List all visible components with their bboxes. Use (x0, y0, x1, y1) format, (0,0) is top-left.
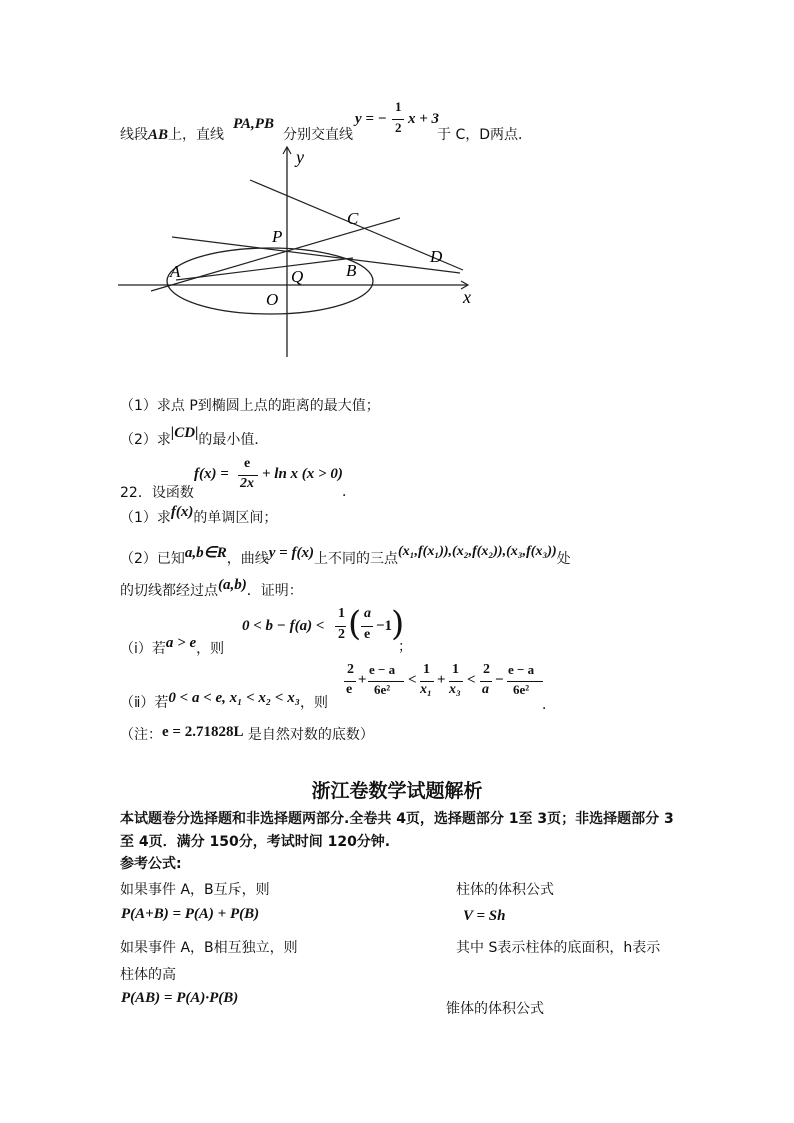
half-den: 2 (338, 627, 345, 642)
p22-intro: 22．设函数 (120, 485, 194, 501)
label-c: C (347, 209, 359, 228)
op: + (358, 672, 367, 688)
math-cd: |CD| (170, 425, 199, 441)
section-title: 浙江卷数学试题解析 (311, 780, 483, 802)
right-formula-3-label: 锥体的体积公式 (446, 1001, 544, 1017)
right-formula-2-cont: 柱体的高 (120, 967, 176, 983)
p22-function (194, 456, 354, 496)
text: ，则 (299, 695, 328, 711)
p22-q2-line1 (120, 544, 571, 568)
text: 是自然对数的底数） (247, 727, 374, 743)
paren-left: ( (348, 604, 362, 644)
left-formula-2-label: 如果事件 A，B相互独立，则 (120, 940, 298, 956)
func-lhs: f(x) = (194, 466, 229, 482)
math-pa-pb: PA,PB (233, 116, 274, 132)
f6-den: 6e² (513, 682, 530, 697)
f5-den: a (482, 682, 489, 697)
intro-line-2: 至 4页．满分 150分，考试时间 120分钟. (120, 834, 391, 850)
eq-rhs: x + 3 (408, 111, 440, 127)
p21-q1: （1）求点 P到椭圆上点的距离的最大值； (120, 398, 380, 414)
f5-num: 2 (483, 662, 490, 677)
text: ，则 (196, 641, 225, 657)
f4-num: 1 (452, 662, 459, 677)
expr-lhs: 0 < b − f(a) < (242, 618, 325, 634)
math-point-ab: (a,b) (218, 577, 247, 593)
f3-den: x₁ (420, 682, 432, 697)
f2-den: 6e² (374, 682, 391, 697)
p21-line (120, 124, 224, 144)
p22-q2-line2 (120, 577, 303, 600)
label-b: B (346, 261, 357, 280)
func-rhs: + ln x (x > 0) (262, 466, 343, 482)
text: ； (398, 639, 412, 655)
intro-line-1: 本试题卷分选择题和非选择题两部分.全卷共 4页，选择题部分 1至 3页；非选择题部分 3 (120, 811, 674, 827)
text: ，曲线 (226, 551, 269, 567)
math-fx: f(x) (170, 504, 194, 520)
text: 于 C，D两点． (437, 127, 533, 143)
half-num: 1 (338, 606, 345, 621)
text: （2）已知 (120, 551, 185, 567)
p21-q2 (120, 425, 269, 449)
math-curve: y = f(x) (268, 545, 314, 561)
f6-num: e − a (508, 662, 535, 677)
p22-note (120, 724, 374, 744)
p22-q1 (120, 504, 278, 527)
math-ab: AB (148, 127, 169, 143)
label-a: A (170, 262, 181, 281)
text: 上不同的三点 (313, 551, 398, 567)
text: （ⅱ）若 (120, 695, 169, 711)
math-points: (x₁,f(x₁)),(x₂,f(x₂)),(x₃,f(x₃)) (397, 544, 557, 559)
label-o: O (266, 290, 279, 309)
left-formula-1-label: 如果事件 A，B互斥，则 (120, 882, 270, 898)
op: + (437, 672, 446, 688)
inner-den: e (364, 627, 371, 642)
f2-num: e − a (369, 662, 396, 677)
text: 的最小值． (198, 432, 269, 448)
inner-rest: −1 (376, 618, 393, 634)
p22-i (120, 635, 225, 658)
right-formula-2-label: 其中 S表示柱体的底面积，h表示 (456, 940, 661, 956)
segment-ab (176, 258, 353, 280)
p22-i-expression (242, 604, 412, 650)
math-cond: a > e (165, 635, 197, 651)
text: 的切线都经过点 (120, 583, 218, 599)
paren-right: ) (391, 604, 405, 644)
op: − (495, 672, 504, 688)
text: （注： (120, 727, 162, 743)
math-cond: 0 < a < e, x₁ < x₂ < x₃ (168, 690, 300, 706)
eq-lhs: y = − (355, 111, 387, 127)
left-formula-2: P(AB) = P(A)·P(B) (121, 990, 239, 1006)
text: 的单调区间； (193, 510, 278, 526)
text: 分别交直线 (283, 127, 353, 143)
label-d: D (430, 247, 443, 266)
text: （ⅰ）若 (120, 641, 166, 657)
right-formula-1-label: 柱体的体积公式 (456, 882, 554, 898)
text: ．证明： (246, 583, 303, 599)
eq-num: 1 (395, 99, 402, 114)
f4-den: x₃ (449, 682, 461, 697)
label-x: x (463, 287, 471, 307)
text: ． (542, 697, 556, 713)
op: < (408, 672, 417, 688)
formula-heading: 参考公式: (120, 856, 182, 872)
ellipse-figure (118, 145, 478, 360)
left-formula-1: P(A+B) = P(A) + P(B) (121, 906, 260, 922)
text: ． (342, 484, 356, 500)
eq-den: 2 (395, 120, 402, 135)
text: （1）求 (120, 510, 171, 526)
inner-num: a (364, 606, 371, 621)
label-q: Q (291, 267, 304, 286)
label-p: P (272, 227, 283, 246)
f3-num: 1 (423, 662, 430, 677)
func-den: 2x (240, 476, 254, 491)
p22-ii (120, 692, 328, 712)
op: < (467, 672, 476, 688)
text: 线段 (120, 127, 148, 143)
text: 处 (556, 551, 571, 567)
func-num: e (244, 456, 251, 471)
text: 上，直线 (168, 127, 225, 143)
right-formula-1: V = Sh (463, 908, 506, 924)
text: （2）求 (120, 432, 171, 448)
label-y: y (296, 147, 304, 167)
f1-den: e (346, 682, 353, 697)
p22-ii-expression (344, 660, 549, 704)
math-e: e = 2.71828L (162, 724, 244, 740)
math-ab-r: a,b∈R (184, 545, 227, 561)
f1-num: 2 (347, 662, 354, 677)
